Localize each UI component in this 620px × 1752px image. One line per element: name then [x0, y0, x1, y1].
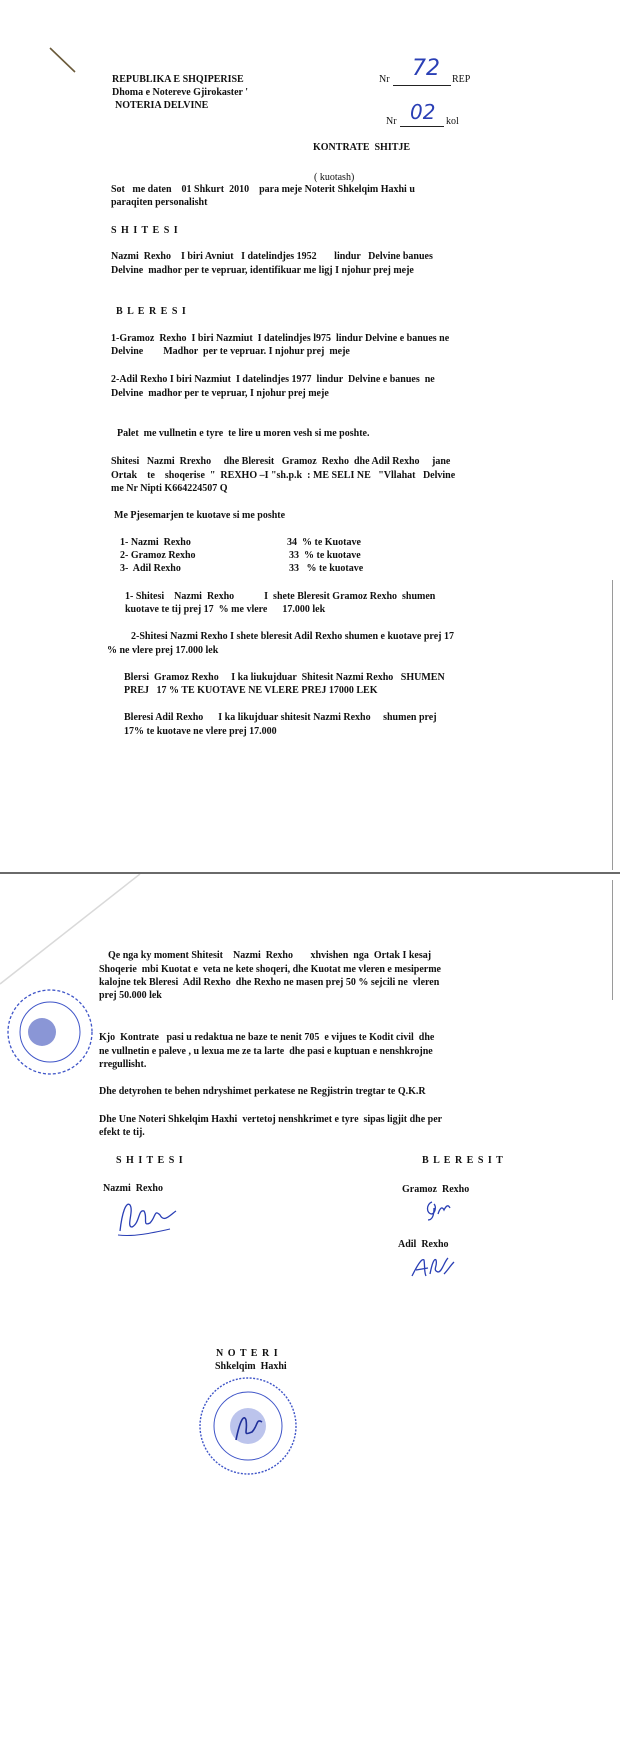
sale1-line: kuotave te tij prej 17 % me vlere 17.000 lek	[125, 604, 326, 615]
contract-title: KONTRATE SHITJE	[313, 142, 411, 153]
share-value: 33 % te kuotave	[289, 563, 364, 574]
kol-suffix: kol	[446, 116, 459, 127]
buyer1-line: 1-Gramoz Rexho I biri Nazmiut I datelindjes l975 lindur Delvine e banues ne	[111, 333, 450, 344]
drafted-line: Kjo Kontrate pasi u redaktua ne baze te nenit 705 e vijues te Kodit civil dhe	[99, 1032, 435, 1043]
payment1-line: PREJ 17 % TE KUOTAVE NE VLERE PREJ 17000 LEK	[124, 685, 378, 696]
payment1-line: Blersi Gramoz Rexho I ka liukujduar Shitesit Nazmi Rexho SHUMEN	[124, 672, 445, 683]
drafted-line: rregullisht.	[99, 1059, 147, 1070]
seller-heading: S H I T E S I	[111, 225, 179, 236]
rep-underline	[393, 85, 451, 86]
rep-number: 72	[412, 56, 440, 81]
seller-signature-label: S H I T E S I	[116, 1155, 184, 1166]
notary-stamp	[196, 1374, 300, 1478]
page2-edge-line	[612, 880, 613, 1000]
buyers-heading: B L E R E S I	[116, 306, 187, 317]
sale2-line: % ne vlere prej 17.000 lek	[107, 645, 219, 656]
seller-line: Nazmi Rexho I biri Avniut I datelindjes 1952 lindur Delvine banues	[111, 251, 433, 262]
partners-line: me Nr Nipti K664224507 Q	[111, 483, 228, 494]
rep-suffix: REP	[452, 74, 471, 85]
moment-line: kalojne tek Bleresi Adil Rexho dhe Rexho ne masen prej 50 % sejcili ne vleren	[99, 977, 440, 988]
seller-line: Delvine madhor per te vepruar, identifikuar me ligj I njohur prej meje	[111, 265, 414, 276]
payment2-line: Bleresi Adil Rexho I ka likujduar shitesit Nazmi Rexho shumen prej	[124, 712, 437, 723]
contract-subtitle: ( kuotash)	[314, 172, 355, 183]
moment-line: prej 50.000 lek	[99, 990, 162, 1001]
kol-number: 02	[410, 100, 436, 124]
partial-stamp	[0, 984, 100, 1084]
pen-mark	[48, 46, 78, 76]
notary-office-heading: NOTERIA DELVINE	[115, 100, 209, 111]
buyer1-signer-name: Gramoz Rexho	[402, 1184, 470, 1195]
republic-heading: REPUBLIKA E SHQIPERISE	[112, 74, 244, 85]
moment-line: Shoqerie mbi Kuotat e veta ne kete shoqeri, dhe Kuotat me vleren e mesiperme	[99, 964, 441, 975]
scan-fold-shadow	[0, 874, 200, 994]
buyer1-signature	[420, 1194, 460, 1224]
buyer1-line: Delvine Madhor per te vepruar. I njohur prej meje	[111, 346, 350, 357]
sale2-line: 2-Shitesi Nazmi Rexho I shete bleresit Adil Rexho shumen e kuotave prej 17	[131, 631, 454, 642]
certify-line: efekt te tij.	[99, 1127, 145, 1138]
agreement-line: Palet me vullnetin e tyre te lire u moren vesh si me poshte.	[117, 428, 370, 439]
page-1	[0, 0, 620, 872]
notary-name: Shkelqim Haxhi	[215, 1361, 287, 1372]
chamber-heading: Dhoma e Notereve Gjirokaster '	[112, 87, 249, 98]
rep-prefix: Nr	[379, 74, 390, 85]
share-name: 3- Adil Rexho	[120, 563, 181, 574]
seller-signature	[112, 1193, 182, 1243]
registry-line: Dhe detyrohen te behen ndryshimet perkatese ne Regjistrin tregtar te Q.K.R	[99, 1086, 426, 1097]
sale1-line: 1- Shitesi Nazmi Rexho I shete Bleresit Gramoz Rexho shumen	[125, 591, 436, 602]
intro-line: paraqiten personalisht	[111, 197, 208, 208]
partners-line: Ortak te shoqerise " REXHO –I "sh.p.k : ME SELI NE "Vllahat Delvine	[111, 470, 456, 481]
share-name: 1- Nazmi Rexho	[120, 537, 191, 548]
page-2	[0, 874, 620, 1752]
buyer2-line: 2-Adil Rexho I biri Nazmiut I datelindjes 1977 lindur Delvine e banues ne	[111, 374, 435, 385]
drafted-line: ne vullnetin e paleve , u lexua me ze ta larte dhe pasi e kuptuan e nenshkrojne	[99, 1046, 433, 1057]
moment-line: Qe nga ky moment Shitesit Nazmi Rexho xhvishen nga Ortak I kesaj	[108, 950, 432, 961]
payment2-line: 17% te kuotave ne vlere prej 17.000	[124, 726, 277, 737]
share-value: 33 % te kuotave	[289, 550, 361, 561]
notary-label: N O T E R I	[216, 1348, 279, 1359]
intro-line: Sot me daten 01 Shkurt 2010 para meje Noterit Shkelqim Haxhi u	[111, 184, 415, 195]
seller-signer-name: Nazmi Rexho	[103, 1183, 163, 1194]
buyer2-line: Delvine madhor per te vepruar, I njohur prej meje	[111, 388, 329, 399]
buyer2-signer-name: Adil Rexho	[398, 1239, 449, 1250]
buyers-signature-label: B L E R E S I T	[422, 1155, 504, 1166]
partners-line: Shitesi Nazmi Rrexho dhe Bleresit Gramoz Rexho dhe Adil Rexho jane	[111, 456, 451, 467]
buyer2-signature	[408, 1250, 458, 1282]
kol-underline	[400, 126, 444, 127]
kol-prefix: Nr	[386, 116, 397, 127]
page-edge-line	[612, 580, 613, 870]
shares-intro: Me Pjesemarjen te kuotave si me poshte	[114, 510, 286, 521]
certify-line: Dhe Une Noteri Shkelqim Haxhi vertetoj nenshkrimet e tyre sipas ligjit dhe per	[99, 1114, 443, 1125]
share-name: 2- Gramoz Rexho	[120, 550, 196, 561]
share-value: 34 % te Kuotave	[287, 537, 361, 548]
